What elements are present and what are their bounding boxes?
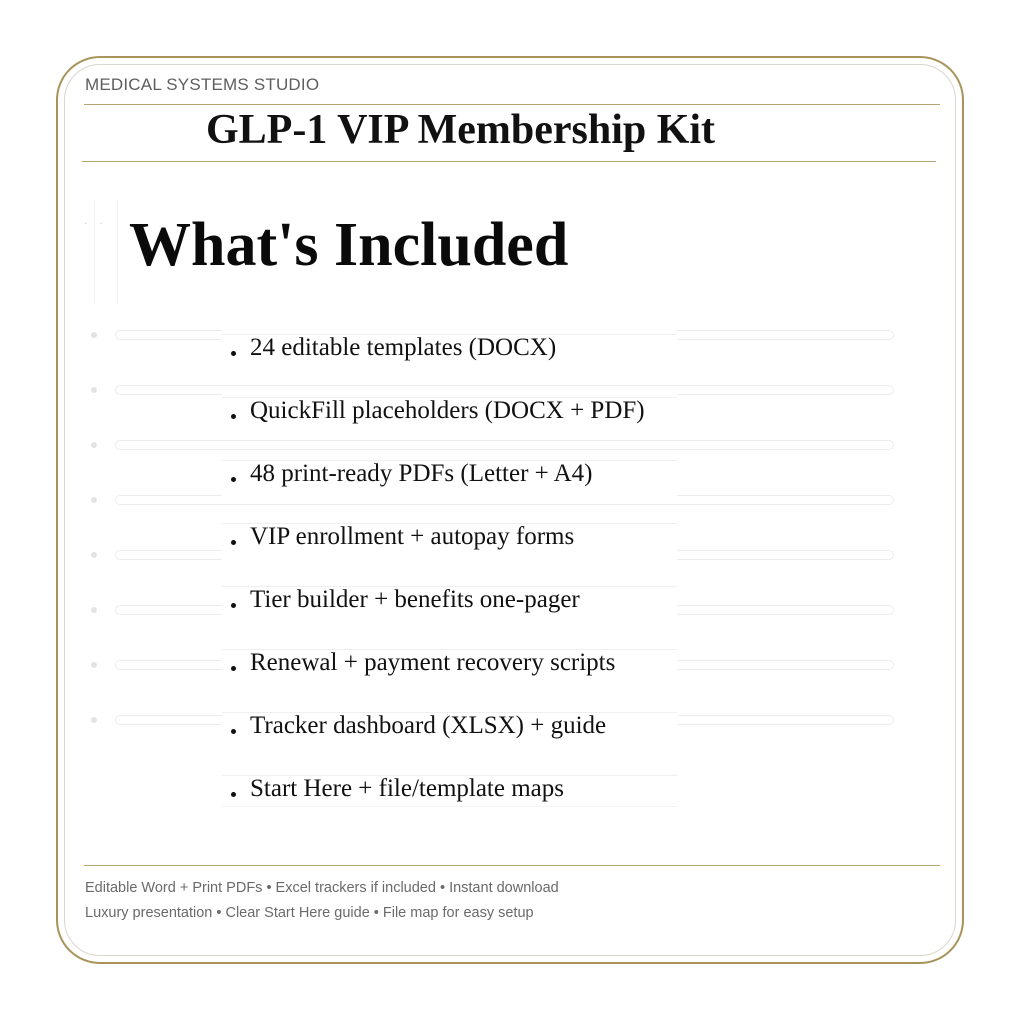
placeholder-dot xyxy=(91,332,97,338)
list-item xyxy=(222,578,677,624)
bullet-icon xyxy=(231,729,236,734)
item-bottom-line xyxy=(222,806,677,807)
item-text: Tracker dashboard (XLSX) + guide xyxy=(250,712,607,739)
list-item xyxy=(222,704,677,750)
top-divider xyxy=(84,104,940,105)
kit-title: GLP-1 VIP Membership Kit xyxy=(206,107,716,153)
brand-label: MEDICAL SYSTEMS STUDIO xyxy=(85,75,320,94)
item-text: Tier builder + benefits one-pager xyxy=(250,586,580,613)
item-text: QuickFill placeholders (DOCX + PDF) xyxy=(250,397,645,424)
bullet-icon xyxy=(231,540,236,545)
section-heading: What's Included xyxy=(129,211,569,279)
placeholder-dot xyxy=(91,552,97,558)
item-text: 24 editable templates (DOCX) xyxy=(250,334,557,361)
list-item xyxy=(222,767,677,813)
bullet-icon xyxy=(231,792,236,797)
bullet-icon xyxy=(231,603,236,608)
bullet-icon xyxy=(231,414,236,419)
list-item xyxy=(222,515,677,561)
placeholder-dot xyxy=(91,497,97,503)
footer-divider xyxy=(84,865,940,866)
bullet-icon xyxy=(231,477,236,482)
heading-placeholder xyxy=(94,200,118,304)
list-item xyxy=(222,326,677,372)
list-item xyxy=(222,389,677,435)
item-text: Start Here + file/template maps xyxy=(250,775,564,802)
list-item xyxy=(222,641,677,687)
heading-placeholder-dots: ·· xyxy=(84,218,115,229)
placeholder-dot xyxy=(91,387,97,393)
title-divider xyxy=(82,161,936,162)
list-item xyxy=(222,452,677,498)
bullet-icon xyxy=(231,666,236,671)
bullet-icon xyxy=(231,351,236,356)
item-text: 48 print-ready PDFs (Letter + A4) xyxy=(250,460,593,487)
placeholder-row xyxy=(115,440,894,450)
item-text: Renewal + payment recovery scripts xyxy=(250,649,616,676)
item-text: VIP enrollment + autopay forms xyxy=(250,523,575,550)
placeholder-dot xyxy=(91,607,97,613)
placeholder-dot xyxy=(91,717,97,723)
footer-line-2: Luxury presentation • Clear Start Here guide • File map for easy setup xyxy=(85,905,534,921)
placeholder-dot xyxy=(91,662,97,668)
footer-line-1: Editable Word + Print PDFs • Excel trackers if included • Instant download xyxy=(85,880,559,896)
inner-frame xyxy=(64,64,956,956)
placeholder-dot xyxy=(91,442,97,448)
